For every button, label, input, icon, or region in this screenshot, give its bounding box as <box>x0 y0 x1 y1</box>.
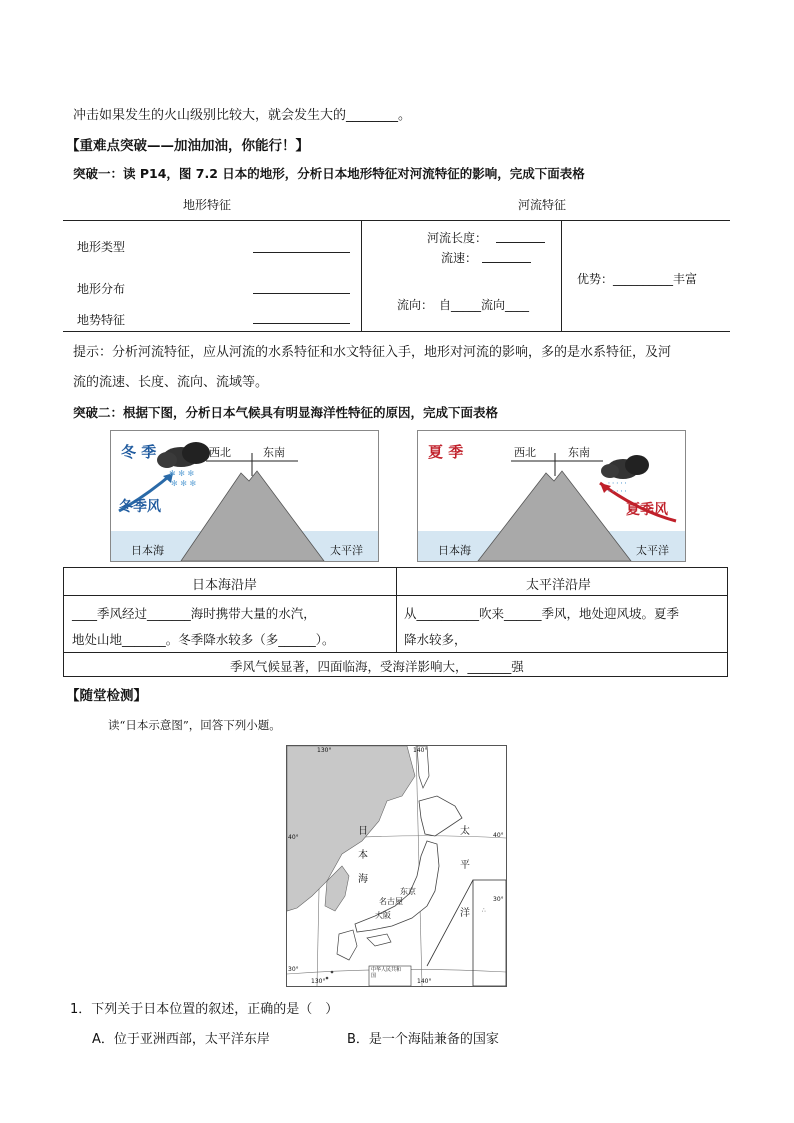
pacific-coast-line2: 降水较多， <box>404 632 467 647</box>
label-lat40-left: 40° <box>288 834 299 841</box>
japan-map-svg <box>287 746 506 986</box>
advantage-text: 优势：__________丰富 <box>577 272 698 286</box>
summer-season-label: 夏 季 <box>428 443 464 461</box>
pacific-coast-line1: 从__________吹来______季风，地处迎风坡。夏季 <box>404 606 680 621</box>
sea-char-3: 海 <box>358 874 368 885</box>
blank-river-length[interactable] <box>496 242 545 243</box>
section-breakthrough-heading: 【重难点突破——加油加油，你能行！】 <box>66 138 309 154</box>
svg-text:' ' ' ' ': ' ' ' ' ' <box>608 489 627 497</box>
row-label-terrain-distribution: 地形分布 <box>77 282 126 296</box>
label-lat30-right: 30° <box>493 896 504 903</box>
sea-of-japan-coast-line2: 地处山地_______。冬季降水较多（多______）。 <box>72 632 335 647</box>
label-lat40-right: 40° <box>493 832 504 839</box>
question-1: 1．下列关于日本位置的叙述，正确的是（ ） <box>70 1002 339 1017</box>
summer-wind-label: 夏季风 <box>626 502 668 518</box>
sea-char-2: 本 <box>358 850 368 861</box>
col-header-sea-of-japan-coast: 日本海沿岸 <box>192 578 258 593</box>
city-tokyo: 东京 <box>400 887 416 896</box>
table2-footer: 季风气候显著，四面临海，受海洋影响大，_______强 <box>230 659 524 674</box>
label-lat30-left: 30° <box>288 966 299 973</box>
hint-line-2: 流的流速、长度、流向、流域等。 <box>73 375 269 390</box>
winter-season-label: 冬 季 <box>121 443 157 461</box>
summer-right-sea: 太平洋 <box>636 544 669 557</box>
city-osaka: 大阪 <box>375 911 391 920</box>
flow-speed-label: 流速： <box>441 251 478 265</box>
ocean-char-2: 平 <box>460 860 470 871</box>
blank-flow-speed[interactable] <box>482 262 531 263</box>
winter-se-label: 东南 <box>263 446 285 459</box>
svg-text:' ' ' ' ': ' ' ' ' ' <box>608 481 627 489</box>
svg-text:✻ ✻ ✻: ✻ ✻ ✻ <box>171 479 197 488</box>
ocean-char-1: 太 <box>460 826 470 837</box>
table1-header-river: 河流特征 <box>518 198 567 212</box>
col-header-pacific-coast: 太平洋沿岸 <box>526 578 592 593</box>
blank-terrain-distribution[interactable] <box>253 293 350 294</box>
blank-terrain-elevation[interactable] <box>253 323 350 324</box>
svg-text:✻ ✻ ✻: ✻ ✻ ✻ <box>169 469 195 478</box>
svg-text:∴: ∴ <box>482 907 486 914</box>
option-a[interactable]: A．位于亚洲西部，太平洋东岸 <box>92 1032 270 1047</box>
breakthrough2-text: 突破二：根据下图，分析日本气候具有明显海洋性特征的原因，完成下面表格 <box>73 405 499 420</box>
row-label-terrain-type: 地形类型 <box>77 240 126 254</box>
winter-nw-label: 西北 <box>209 446 231 459</box>
label-lon130-bottom: 130° <box>311 978 326 985</box>
label-lon130-top: 130° <box>317 747 332 754</box>
summer-se-label: 东南 <box>568 446 590 459</box>
intro-line: 冲击如果发生的火山级别比较大，就会发生大的________。 <box>73 108 412 123</box>
sea-char-1: 日 <box>358 826 368 837</box>
blank-terrain-type[interactable] <box>253 252 350 253</box>
ocean-char-3: 洋 <box>460 908 470 919</box>
label-lon140-bottom: 140° <box>417 978 432 985</box>
summer-nw-label: 西北 <box>514 446 536 459</box>
flow-direction-text: 流向： 自_____流向____ <box>397 298 530 312</box>
river-length-label: 河流长度： <box>427 231 488 245</box>
japan-map <box>286 745 507 987</box>
option-b[interactable]: B．是一个海陆兼备的国家 <box>347 1032 499 1047</box>
coast-climate-table <box>63 567 728 677</box>
table1-header-terrain: 地形特征 <box>183 198 232 212</box>
winter-wind-label: 冬季风 <box>119 499 161 515</box>
section-test-heading: 【随堂检测】 <box>66 688 147 704</box>
winter-right-sea: 太平洋 <box>330 544 363 557</box>
sea-of-japan-coast-line1: ____季风经过_______海时携带大量的水汽， <box>72 606 316 621</box>
winter-monsoon-diagram <box>110 430 379 562</box>
label-lon140-top: 140° <box>413 747 428 754</box>
breakthrough1-text: 突破一：读 P14，图 7.2 日本的地形，分析日本地形特征对河流特征的影响，完成下面表格 <box>73 166 585 181</box>
row-label-terrain-elevation: 地势特征 <box>77 313 126 327</box>
inset-label: 中华人民共和国 <box>371 967 402 979</box>
summer-left-sea: 日本海 <box>438 544 471 557</box>
city-nagoya: 名古屋 <box>379 897 403 906</box>
winter-left-sea: 日本海 <box>131 544 164 557</box>
read-instruction: 读“日本示意图”，回答下列小题。 <box>108 718 281 732</box>
hint-line-1: 提示：分析河流特征，应从河流的水系特征和水文特征入手，地形对河流的影响，多的是水系特征，及河 <box>73 345 672 360</box>
summer-monsoon-diagram <box>417 430 686 562</box>
